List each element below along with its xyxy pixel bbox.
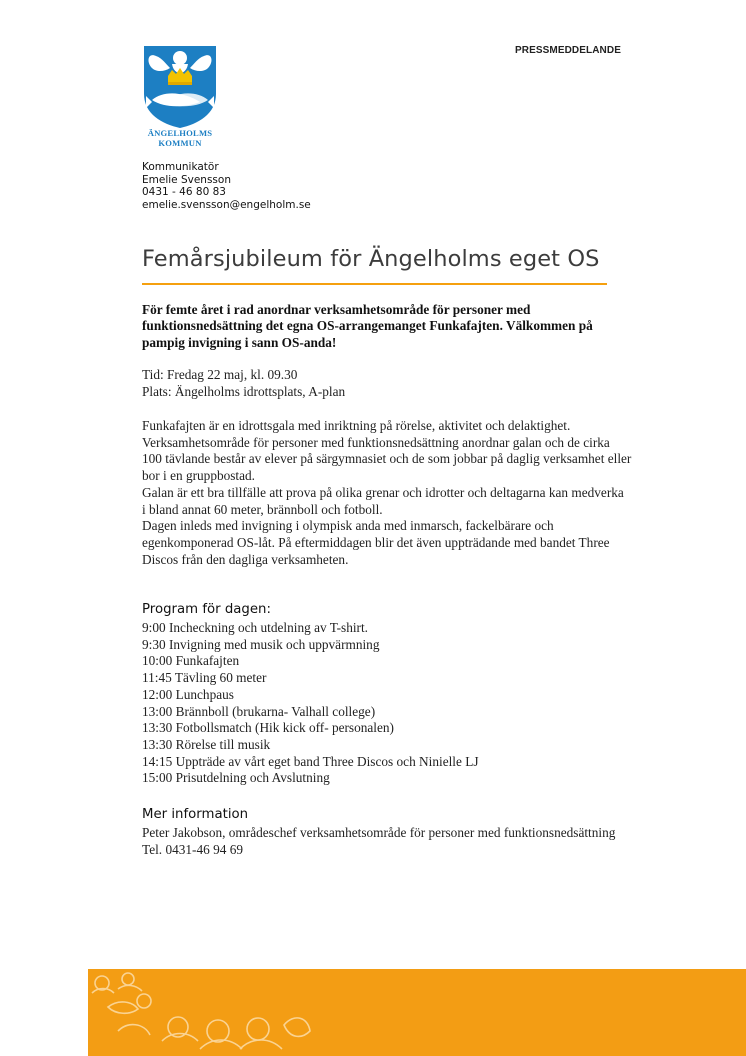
lead-paragraph [142, 302, 632, 351]
body-line: Verksamhetsområde för personer med funktionsnedsättning anordnar galan och de cirka [142, 434, 610, 450]
more-info-contact: Peter Jakobson, områdeschef verksamhetsområde för personer med funktionsnedsättning [142, 825, 616, 840]
lead-line: pampig invigning i sann OS-anda! [142, 334, 337, 350]
logo-wordmark [138, 128, 222, 148]
event-details [142, 367, 345, 400]
contact-role: Kommunikatör [142, 161, 219, 173]
logo-line1: ÄNGELHOLMS [147, 128, 213, 138]
program-item: 10:00 Funkafajten [142, 653, 240, 669]
more-info-phone: Tel. 0431-46 94 69 [142, 841, 243, 857]
program-item: 15:00 Prisutdelning och Avslutning [142, 770, 330, 786]
title-underline [142, 283, 607, 285]
body-line: Dagen inleds med invigning i olympisk anda med inmarsch, fackelbärare och [142, 518, 554, 534]
program-item: 9:00 Incheckning och utdelning av T-shirt. [142, 620, 369, 635]
contact-email: emelie.svensson@engelholm.se [142, 198, 311, 211]
program-list [142, 620, 479, 787]
program-item: 9:30 Invigning med musik och uppvärmning [142, 636, 380, 652]
page-title: Femårsjubileum för Ängelholms eget OS [142, 246, 600, 272]
body-line: 100 tävlande består av elever på särgymnasiet och de som jobbar på daglig verksamhet eller [142, 451, 632, 467]
footer-decorative-band [88, 969, 746, 1056]
contact-phone: 0431 - 46 80 83 [142, 186, 226, 199]
body-line: i bland annat 60 meter, brännboll och fotboll. [142, 501, 383, 517]
more-info-block [142, 825, 615, 858]
body-line: bor i en gruppbostad. [142, 468, 256, 484]
program-item: 14:15 Uppträde av vårt eget band Three Discos och Ninielle LJ [142, 753, 479, 769]
more-info-heading: Mer information [142, 807, 249, 822]
lead-line: För femte året i rad anordnar verksamhetsområde för personer med [142, 302, 531, 317]
program-item: 13:30 Fotbollsmatch (Hik kick off- personalen) [142, 720, 394, 736]
contact-block [142, 161, 311, 211]
lead-line: funktionsnedsättning det egna OS-arrangemanget Funkafajten. Välkommen på [142, 318, 593, 334]
event-place: Plats: Ängelholms idrottsplats, A-plan [142, 383, 346, 399]
angel-pattern-icon [88, 969, 746, 1056]
program-item: 13:00 Brännboll (brukarna- Valhall college) [142, 703, 376, 719]
pressmeddelande-label: PRESSMEDDELANDE [515, 45, 621, 56]
body-text [142, 418, 631, 568]
body-line: Discos från den dagliga verksamheten. [142, 551, 349, 567]
program-item: 12:00 Lunchpaus [142, 686, 234, 702]
body-line: egenkomponerad OS-låt. På eftermiddagen blir det även uppträdande med bandet Three [142, 534, 610, 550]
program-heading: Program för dagen: [142, 602, 271, 617]
event-time: Tid: Fredag 22 maj, kl. 09.30 [142, 367, 298, 382]
body-line: Funkafajten är en idrottsgala med inriktning på rörelse, aktivitet och delaktighet. [142, 418, 571, 433]
logo-line2: KOMMUN [158, 138, 202, 148]
program-item: 13:30 Rörelse till musik [142, 736, 271, 752]
contact-name: Emelie Svensson [142, 173, 231, 186]
program-item: 11:45 Tävling 60 meter [142, 670, 267, 686]
body-line: Galan är ett bra tillfälle att prova på olika grenar och idrotter och deltagarna kan medverka [142, 484, 624, 500]
